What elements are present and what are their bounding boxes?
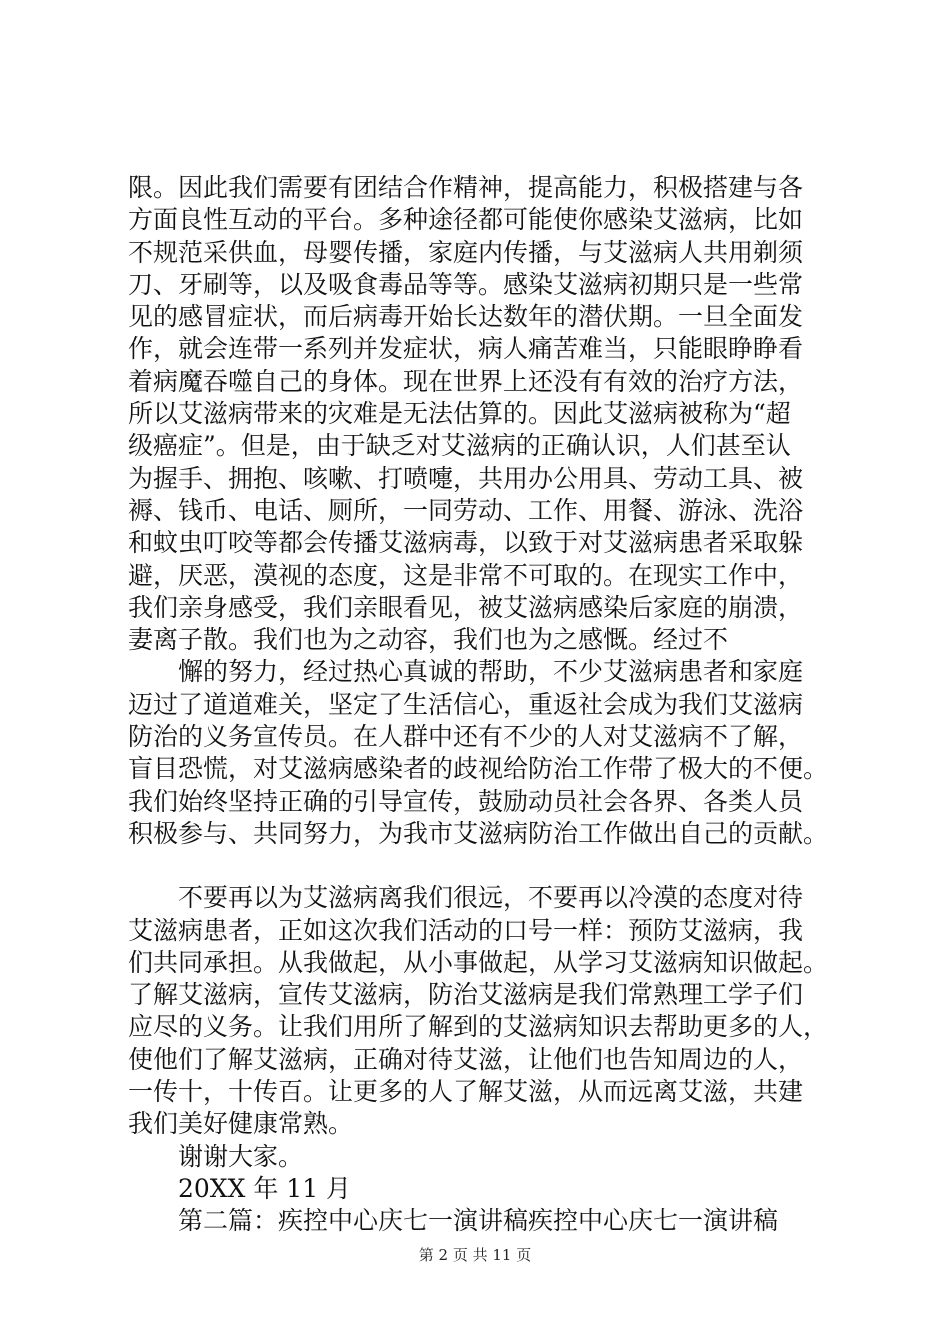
text-line: 不要再以为艾滋病离我们很远，不要再以冷漠的态度对待 — [128, 883, 804, 913]
text-line: 限。因此我们需要有团结合作精神，提高能力，积极搭建与各 — [128, 173, 804, 202]
text-line: 褥、钱币、电话、厕所，一同劳动、工作、用餐、游泳、洗浴 — [128, 495, 804, 525]
text-line: 应尽的义务。让我们用所了解到的艾滋病知识去帮助更多的人， — [128, 1012, 829, 1042]
text-line: 我们亲身感受，我们亲眼看见，被艾滋病感染后家庭的崩溃， — [128, 592, 804, 622]
text-line: 避，厌恶，漠视的态度，这是非常不可取的。在现实工作中， — [128, 560, 804, 590]
text-line: 所以艾滋病带来的灾难是无法估算的。因此艾滋病被称为“超 — [128, 399, 791, 429]
text-line: 不规范采供血，母婴传播，家庭内传播，与艾滋病人共用剃须 — [128, 237, 804, 267]
text-line: 迈过了道道难关，坚定了生活信心，重返社会成为我们艾滋病 — [128, 689, 804, 719]
text-line: 作，就会连带一系列并发症状，病人痛苦难当，只能眼睁睁看 — [128, 334, 804, 364]
text-line: 了解艾滋病，宣传艾滋病，防治艾滋病是我们常熟理工学子们 — [128, 980, 804, 1010]
text-line: 为握手、拥抱、咳嗽、打喷嚏，共用办公用具、劳动工具、被 — [128, 463, 804, 493]
text-line: 方面良性互动的平台。多种途径都可能使你感染艾滋病，比如 — [128, 205, 804, 235]
text-line: 谢谢大家。 — [128, 1141, 304, 1171]
text-line: 防治的义务宣传员。在人群中还有不少的人对艾滋病不了解， — [128, 722, 804, 752]
text-line: 我们美好健康常熟。 — [128, 1109, 354, 1139]
text-line: 懈的努力，经过热心真诚的帮助，不少艾滋病患者和家庭 — [128, 657, 804, 687]
text-line: 们共同承担。从我做起，从小事做起，从学习艾滋病知识做起。 — [128, 947, 829, 977]
text-line: 着病魔吞噬自己的身体。现在世界上还没有有效的治疗方法， — [128, 366, 804, 396]
text-line: 20XX 年 11 月 — [128, 1173, 352, 1203]
text-line: 刀、牙刷等，以及吸食毒品等等。感染艾滋病初期只是一些常 — [128, 269, 804, 299]
text-line: 积极参与、共同努力，为我市艾滋病防治工作做出自己的贡献。 — [128, 818, 829, 848]
text-line: 一传十，十传百。让更多的人了解艾滋，从而远离艾滋，共建 — [128, 1077, 804, 1107]
text-line: 盲目恐慌，对艾滋病感染者的歧视给防治工作带了极大的不便。 — [128, 754, 829, 784]
text-line: 级癌症”。但是，由于缺乏对艾滋病的正确认识，人们甚至认 — [128, 431, 791, 461]
text-line: 第二篇：疾控中心庆七一演讲稿疾控中心庆七一演讲稿 — [128, 1206, 779, 1236]
document-body — [128, 172, 868, 1238]
paragraph-gap — [128, 850, 868, 882]
text-line: 见的感冒症状，而后病毒开始长达数年的潜伏期。一旦全面发 — [128, 302, 804, 332]
text-line: 艾滋病患者，正如这次我们活动的口号一样：预防艾滋病，我 — [128, 915, 804, 945]
body-section-2 — [128, 882, 868, 1237]
page-footer: 第 2 页 共 11 页 — [418, 1246, 532, 1264]
text-line: 我们始终坚持正确的引导宣传，鼓励动员社会各界、各类人员 — [128, 786, 804, 816]
body-section-1 — [128, 172, 868, 850]
text-line: 使他们了解艾滋病，正确对待艾滋，让他们也告知周边的人， — [128, 1044, 804, 1074]
text-line: 和蚊虫叮咬等都会传播艾滋病毒，以致于对艾滋病患者采取躲 — [128, 528, 804, 558]
text-line: 妻离子散。我们也为之动容，我们也为之感慨。经过不 — [128, 625, 729, 655]
